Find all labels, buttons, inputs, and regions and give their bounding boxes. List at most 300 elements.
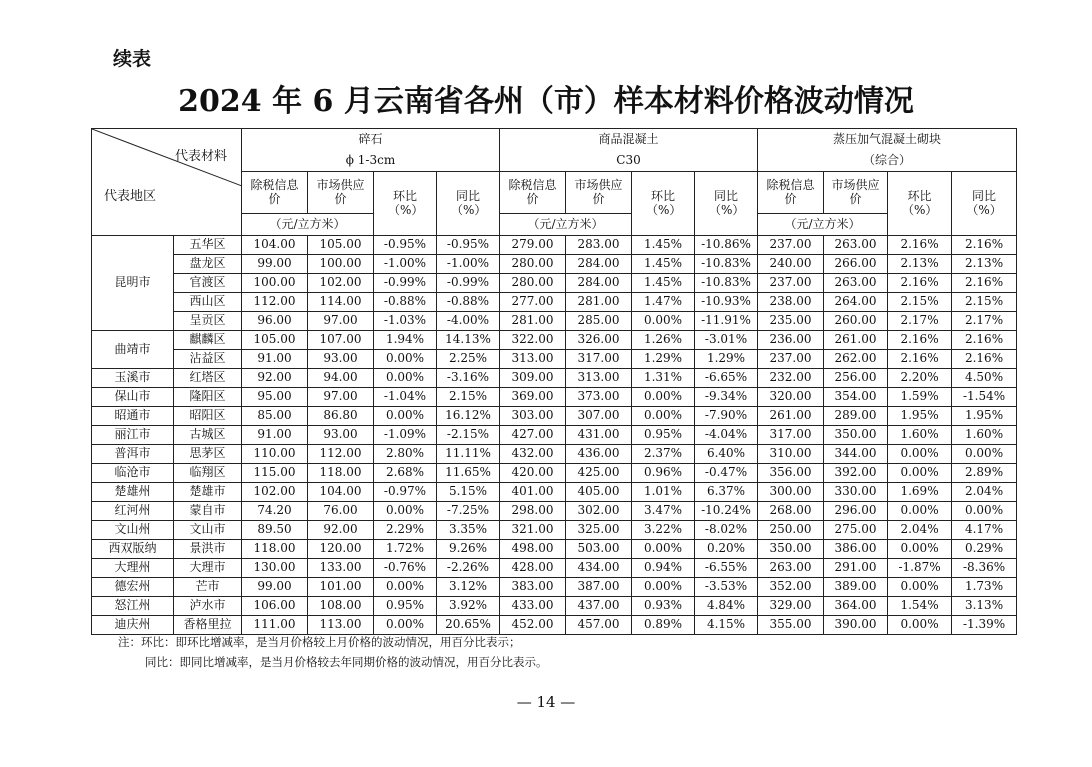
value-cell: 0.96%: [632, 464, 695, 483]
table-row: [92, 255, 1017, 274]
value-cell: 1.72%: [374, 540, 437, 559]
district-cell: 大理市: [174, 559, 242, 578]
value-cell: 2.16%: [952, 236, 1017, 255]
city-cell: 楚雄州: [92, 483, 174, 502]
value-cell: 0.00%: [888, 464, 952, 483]
city-cell: 文山州: [92, 521, 174, 540]
value-cell: 1.60%: [888, 426, 952, 445]
value-cell: 390.00: [824, 616, 888, 635]
district-cell: 蒙自市: [174, 502, 242, 521]
district-cell: 盘龙区: [174, 255, 242, 274]
value-cell: 3.47%: [632, 502, 695, 521]
value-cell: -1.00%: [437, 255, 500, 274]
table-row: [92, 426, 1017, 445]
material-spec-concrete: C30: [500, 150, 758, 172]
city-cell: 玉溪市: [92, 369, 174, 388]
value-cell: 300.00: [758, 483, 824, 502]
district-cell: 临翔区: [174, 464, 242, 483]
value-cell: 405.00: [566, 483, 632, 502]
value-cell: 100.00: [242, 274, 308, 293]
value-cell: 101.00: [308, 578, 374, 597]
value-cell: 309.00: [500, 369, 566, 388]
value-cell: 4.17%: [952, 521, 1017, 540]
value-cell: -6.65%: [695, 369, 758, 388]
value-cell: 2.68%: [374, 464, 437, 483]
corner-diagonal: [92, 129, 242, 233]
value-cell: 2.20%: [888, 369, 952, 388]
district-cell: 文山市: [174, 521, 242, 540]
value-cell: 433.00: [500, 597, 566, 616]
page-title: 2024 年 6 月云南省各州（市）样本材料价格波动情况: [178, 84, 914, 119]
value-cell: 303.00: [500, 407, 566, 426]
value-cell: 1.45%: [632, 274, 695, 293]
value-cell: 350.00: [758, 540, 824, 559]
value-cell: 9.26%: [437, 540, 500, 559]
value-cell: 2.16%: [952, 350, 1017, 369]
value-cell: 2.29%: [374, 521, 437, 540]
value-cell: 107.00: [308, 331, 374, 350]
value-cell: 2.04%: [952, 483, 1017, 502]
value-cell: 0.00%: [374, 502, 437, 521]
value-cell: 113.00: [308, 616, 374, 635]
value-cell: 350.00: [824, 426, 888, 445]
city-cell: 大理州: [92, 559, 174, 578]
value-cell: 2.15%: [437, 388, 500, 407]
value-cell: 108.00: [308, 597, 374, 616]
continued-label: 续表: [113, 48, 152, 70]
value-cell: 250.00: [758, 521, 824, 540]
value-cell: 283.00: [566, 236, 632, 255]
table-row: [92, 559, 1017, 578]
value-cell: 0.00%: [888, 616, 952, 635]
value-cell: 238.00: [758, 293, 824, 312]
city-cell: 普洱市: [92, 445, 174, 464]
city-cell: 红河州: [92, 502, 174, 521]
value-cell: 2.13%: [952, 255, 1017, 274]
value-cell: 0.93%: [632, 597, 695, 616]
value-cell: 317.00: [566, 350, 632, 369]
value-cell: 1.59%: [888, 388, 952, 407]
value-cell: 97.00: [308, 388, 374, 407]
value-cell: 263.00: [824, 274, 888, 293]
value-cell: 0.95%: [632, 426, 695, 445]
value-cell: 0.00%: [374, 407, 437, 426]
value-cell: 431.00: [566, 426, 632, 445]
value-cell: 0.00%: [952, 445, 1017, 464]
value-cell: 291.00: [824, 559, 888, 578]
value-cell: 91.00: [242, 350, 308, 369]
value-cell: 296.00: [824, 502, 888, 521]
value-cell: -0.88%: [374, 293, 437, 312]
city-cell: 临沧市: [92, 464, 174, 483]
value-cell: 0.29%: [952, 540, 1017, 559]
value-cell: 322.00: [500, 331, 566, 350]
value-cell: 268.00: [758, 502, 824, 521]
value-cell: 320.00: [758, 388, 824, 407]
value-cell: 452.00: [500, 616, 566, 635]
value-cell: 1.26%: [632, 331, 695, 350]
value-cell: 432.00: [500, 445, 566, 464]
value-cell: 0.95%: [374, 597, 437, 616]
value-cell: -0.95%: [437, 236, 500, 255]
value-cell: 344.00: [824, 445, 888, 464]
value-cell: -0.99%: [437, 274, 500, 293]
value-cell: 263.00: [758, 559, 824, 578]
value-cell: 99.00: [242, 578, 308, 597]
value-cell: 0.94%: [632, 559, 695, 578]
value-cell: -2.15%: [437, 426, 500, 445]
city-cell: 保山市: [92, 388, 174, 407]
value-cell: 280.00: [500, 255, 566, 274]
value-cell: 99.00: [242, 255, 308, 274]
material-spec-block: （综合）: [758, 150, 1017, 172]
value-cell: 1.29%: [632, 350, 695, 369]
material-name-gravel: 碎石: [242, 129, 500, 151]
value-cell: 280.00: [500, 274, 566, 293]
value-cell: 2.15%: [952, 293, 1017, 312]
mom-header-block: 环比（%）: [888, 172, 952, 236]
value-cell: 232.00: [758, 369, 824, 388]
value-cell: 330.00: [824, 483, 888, 502]
value-cell: -1.09%: [374, 426, 437, 445]
yoy-header-block: 同比（%）: [952, 172, 1017, 236]
district-cell: 昭阳区: [174, 407, 242, 426]
value-cell: 0.00%: [888, 502, 952, 521]
market-price-header-gravel: 市场供应价: [308, 172, 374, 214]
district-cell: 泸水市: [174, 597, 242, 616]
value-cell: -1.04%: [374, 388, 437, 407]
value-cell: 1.01%: [632, 483, 695, 502]
value-cell: 237.00: [758, 274, 824, 293]
table-row: [92, 464, 1017, 483]
value-cell: 4.15%: [695, 616, 758, 635]
value-cell: -0.95%: [374, 236, 437, 255]
value-cell: 369.00: [500, 388, 566, 407]
value-cell: 298.00: [500, 502, 566, 521]
material-name-block: 蒸压加气混凝土砌块: [758, 129, 1017, 151]
value-cell: 275.00: [824, 521, 888, 540]
header-corner: [92, 129, 242, 236]
value-cell: 105.00: [308, 236, 374, 255]
value-cell: 3.35%: [437, 521, 500, 540]
value-cell: 1.60%: [952, 426, 1017, 445]
pretax-price-header-gravel: 除税信息价: [242, 172, 308, 214]
value-cell: 2.16%: [952, 274, 1017, 293]
value-cell: 317.00: [758, 426, 824, 445]
value-cell: 85.00: [242, 407, 308, 426]
value-cell: 1.45%: [632, 236, 695, 255]
value-cell: -1.03%: [374, 312, 437, 331]
value-cell: 110.00: [242, 445, 308, 464]
value-cell: 2.04%: [888, 521, 952, 540]
value-cell: -0.97%: [374, 483, 437, 502]
value-cell: -10.93%: [695, 293, 758, 312]
value-cell: 285.00: [566, 312, 632, 331]
value-cell: 20.65%: [437, 616, 500, 635]
note-mom: 注：环比：即环比增减率，是当月价格较上月价格的波动情况，用百分比表示；: [118, 635, 521, 649]
table-row: [92, 597, 1017, 616]
value-cell: -0.99%: [374, 274, 437, 293]
district-cell: 呈贡区: [174, 312, 242, 331]
city-cell: 怒江州: [92, 597, 174, 616]
value-cell: 427.00: [500, 426, 566, 445]
value-cell: 92.00: [308, 521, 374, 540]
value-cell: 118.00: [242, 540, 308, 559]
value-cell: 11.65%: [437, 464, 500, 483]
page-number: — 14 —: [516, 693, 576, 711]
value-cell: 325.00: [566, 521, 632, 540]
footnotes: [118, 632, 548, 672]
value-cell: 284.00: [566, 255, 632, 274]
value-cell: -3.01%: [695, 331, 758, 350]
value-cell: 106.00: [242, 597, 308, 616]
value-cell: -9.34%: [695, 388, 758, 407]
value-cell: 0.00%: [632, 312, 695, 331]
value-cell: 237.00: [758, 236, 824, 255]
value-cell: 281.00: [566, 293, 632, 312]
value-cell: 0.00%: [374, 578, 437, 597]
city-cell: 昆明市: [92, 236, 174, 331]
value-cell: 1.31%: [632, 369, 695, 388]
value-cell: 503.00: [566, 540, 632, 559]
value-cell: 329.00: [758, 597, 824, 616]
yoy-header-concrete: 同比（%）: [695, 172, 758, 236]
value-cell: -7.90%: [695, 407, 758, 426]
value-cell: 352.00: [758, 578, 824, 597]
material-spec-gravel: ϕ 1-3cm: [242, 150, 500, 172]
value-cell: 0.00%: [374, 369, 437, 388]
value-cell: 279.00: [500, 236, 566, 255]
district-cell: 五华区: [174, 236, 242, 255]
value-cell: 2.16%: [888, 350, 952, 369]
value-cell: -3.53%: [695, 578, 758, 597]
value-cell: 2.16%: [888, 331, 952, 350]
value-cell: 266.00: [824, 255, 888, 274]
value-cell: 96.00: [242, 312, 308, 331]
value-cell: 89.50: [242, 521, 308, 540]
value-cell: 6.40%: [695, 445, 758, 464]
table-row: [92, 350, 1017, 369]
value-cell: 130.00: [242, 559, 308, 578]
value-cell: 1.45%: [632, 255, 695, 274]
district-cell: 景洪市: [174, 540, 242, 559]
value-cell: 133.00: [308, 559, 374, 578]
district-cell: 官渡区: [174, 274, 242, 293]
unit-header-block: （元/立方米）: [758, 214, 888, 236]
table-row: [92, 407, 1017, 426]
value-cell: 16.12%: [437, 407, 500, 426]
city-cell: 迪庆州: [92, 616, 174, 635]
value-cell: 0.00%: [374, 350, 437, 369]
value-cell: -8.02%: [695, 521, 758, 540]
value-cell: 0.00%: [952, 502, 1017, 521]
value-cell: 0.00%: [632, 388, 695, 407]
value-cell: 261.00: [824, 331, 888, 350]
district-cell: 香格里拉: [174, 616, 242, 635]
value-cell: 102.00: [308, 274, 374, 293]
market-price-header-concrete: 市场供应价: [566, 172, 632, 214]
table-row: [92, 540, 1017, 559]
table-row: [92, 293, 1017, 312]
value-cell: 2.37%: [632, 445, 695, 464]
value-cell: 1.95%: [888, 407, 952, 426]
value-cell: 97.00: [308, 312, 374, 331]
value-cell: 240.00: [758, 255, 824, 274]
value-cell: 260.00: [824, 312, 888, 331]
value-cell: -11.91%: [695, 312, 758, 331]
value-cell: 94.00: [308, 369, 374, 388]
district-cell: 麒麟区: [174, 331, 242, 350]
value-cell: 120.00: [308, 540, 374, 559]
value-cell: 437.00: [566, 597, 632, 616]
pretax-price-header-concrete: 除税信息价: [500, 172, 566, 214]
value-cell: 2.15%: [888, 293, 952, 312]
value-cell: 383.00: [500, 578, 566, 597]
mom-header-gravel: 环比（%）: [374, 172, 437, 236]
value-cell: 392.00: [824, 464, 888, 483]
value-cell: 1.94%: [374, 331, 437, 350]
value-cell: 1.29%: [695, 350, 758, 369]
value-cell: 307.00: [566, 407, 632, 426]
value-cell: 0.00%: [632, 578, 695, 597]
value-cell: 386.00: [824, 540, 888, 559]
city-cell: 西双版纳: [92, 540, 174, 559]
value-cell: 289.00: [824, 407, 888, 426]
value-cell: 6.37%: [695, 483, 758, 502]
pretax-price-header-block: 除税信息价: [758, 172, 824, 214]
value-cell: 498.00: [500, 540, 566, 559]
value-cell: 425.00: [566, 464, 632, 483]
value-cell: 5.15%: [437, 483, 500, 502]
value-cell: 310.00: [758, 445, 824, 464]
table-row: [92, 578, 1017, 597]
value-cell: 262.00: [824, 350, 888, 369]
value-cell: -4.00%: [437, 312, 500, 331]
table-row: [92, 312, 1017, 331]
value-cell: 114.00: [308, 293, 374, 312]
value-cell: 3.13%: [952, 597, 1017, 616]
value-cell: 4.84%: [695, 597, 758, 616]
value-cell: 0.00%: [374, 616, 437, 635]
value-cell: 0.00%: [888, 540, 952, 559]
value-cell: -4.04%: [695, 426, 758, 445]
yoy-header-gravel: 同比（%）: [437, 172, 500, 236]
unit-header-concrete: （元/立方米）: [500, 214, 632, 236]
value-cell: 74.20: [242, 502, 308, 521]
value-cell: 420.00: [500, 464, 566, 483]
value-cell: 313.00: [500, 350, 566, 369]
city-cell: 德宏州: [92, 578, 174, 597]
value-cell: 4.50%: [952, 369, 1017, 388]
value-cell: -3.16%: [437, 369, 500, 388]
value-cell: 436.00: [566, 445, 632, 464]
district-cell: 沾益区: [174, 350, 242, 369]
value-cell: 355.00: [758, 616, 824, 635]
value-cell: 2.80%: [374, 445, 437, 464]
table-row: [92, 445, 1017, 464]
table-row: [92, 274, 1017, 293]
value-cell: -1.87%: [888, 559, 952, 578]
value-cell: 93.00: [308, 426, 374, 445]
value-cell: 428.00: [500, 559, 566, 578]
district-cell: 古城区: [174, 426, 242, 445]
value-cell: 118.00: [308, 464, 374, 483]
value-cell: -0.47%: [695, 464, 758, 483]
value-cell: -6.55%: [695, 559, 758, 578]
value-cell: 0.00%: [632, 540, 695, 559]
value-cell: 100.00: [308, 255, 374, 274]
value-cell: 434.00: [566, 559, 632, 578]
value-cell: 95.00: [242, 388, 308, 407]
value-cell: 2.16%: [888, 236, 952, 255]
value-cell: 86.80: [308, 407, 374, 426]
value-cell: 112.00: [308, 445, 374, 464]
value-cell: 2.13%: [888, 255, 952, 274]
table-row: [92, 521, 1017, 540]
value-cell: 264.00: [824, 293, 888, 312]
city-cell: 曲靖市: [92, 331, 174, 369]
value-cell: 302.00: [566, 502, 632, 521]
value-cell: 263.00: [824, 236, 888, 255]
value-cell: 354.00: [824, 388, 888, 407]
value-cell: -7.25%: [437, 502, 500, 521]
value-cell: 261.00: [758, 407, 824, 426]
table-row: [92, 483, 1017, 502]
table-row: [92, 388, 1017, 407]
value-cell: -10.86%: [695, 236, 758, 255]
table-row: [92, 502, 1017, 521]
value-cell: -10.24%: [695, 502, 758, 521]
value-cell: -10.83%: [695, 255, 758, 274]
value-cell: 115.00: [242, 464, 308, 483]
unit-header-gravel: （元/立方米）: [242, 214, 374, 236]
value-cell: 2.25%: [437, 350, 500, 369]
value-cell: 92.00: [242, 369, 308, 388]
value-cell: 387.00: [566, 578, 632, 597]
value-cell: -0.88%: [437, 293, 500, 312]
value-cell: 112.00: [242, 293, 308, 312]
value-cell: -1.54%: [952, 388, 1017, 407]
value-cell: 14.13%: [437, 331, 500, 350]
value-cell: 11.11%: [437, 445, 500, 464]
value-cell: 76.00: [308, 502, 374, 521]
value-cell: 236.00: [758, 331, 824, 350]
value-cell: 2.16%: [952, 331, 1017, 350]
table-row: [92, 331, 1017, 350]
value-cell: 104.00: [308, 483, 374, 502]
district-cell: 思茅区: [174, 445, 242, 464]
value-cell: 1.73%: [952, 578, 1017, 597]
value-cell: -1.00%: [374, 255, 437, 274]
value-cell: 277.00: [500, 293, 566, 312]
value-cell: 105.00: [242, 331, 308, 350]
value-cell: 0.00%: [632, 407, 695, 426]
value-cell: 321.00: [500, 521, 566, 540]
value-cell: -1.39%: [952, 616, 1017, 635]
value-cell: 364.00: [824, 597, 888, 616]
table-row: [92, 369, 1017, 388]
price-table: [91, 128, 1017, 635]
value-cell: 1.95%: [952, 407, 1017, 426]
corner-material-label: 代表材料: [174, 149, 227, 164]
value-cell: 0.00%: [888, 445, 952, 464]
value-cell: 256.00: [824, 369, 888, 388]
value-cell: 1.69%: [888, 483, 952, 502]
note-yoy: 同比：即同比增减率，是当月价格较去年同期价格的波动情况，用百分比表示。: [145, 655, 548, 669]
value-cell: 93.00: [308, 350, 374, 369]
value-cell: -0.76%: [374, 559, 437, 578]
value-cell: 0.20%: [695, 540, 758, 559]
